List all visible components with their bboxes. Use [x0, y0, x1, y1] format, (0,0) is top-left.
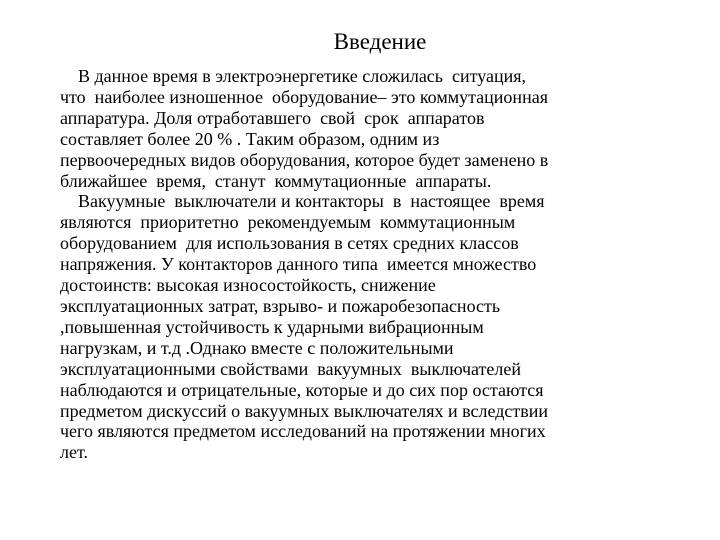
text-line: нагрузкам, и т.д .Однако вместе с положительными — [60, 337, 454, 358]
text-line: аппаратура. Доля отработавшего свой срок аппаратов — [60, 107, 485, 128]
text-line: эксплуатационных затрат, взрыво- и пожаробезопасность — [60, 295, 501, 316]
slide-title: Введение — [333, 29, 427, 54]
text-line: предметом дискуссий о вакуумных выключателях и вследствии — [60, 400, 549, 421]
text-line: ,повышенная устойчивость к ударными вибрационным — [60, 316, 484, 337]
text-line: ближайшее время, станут коммутационные аппараты. — [60, 170, 492, 191]
text-line: напряжения. У контакторов данного типа имеется множество — [60, 254, 537, 275]
text-line: Вакуумные выключатели и контакторы в настоящее время — [60, 191, 545, 212]
text-line: эксплуатационными свойствами вакуумных выключателей — [60, 358, 522, 379]
text-line: являются приоритетно рекомендуемым коммутационным — [60, 212, 516, 233]
paragraph-1 — [60, 66, 670, 191]
text-line: наблюдаются и отрицательные, которые и до сих пор остаются — [60, 379, 544, 400]
text-line: лет. — [60, 442, 88, 463]
text-line: составляет более 20 % . Таким образом, одним из — [60, 128, 440, 149]
text-line: чего являются предметом исследований на протяжении многих — [60, 421, 546, 442]
text-line: В данное время в электроэнергетике сложилась ситуация, — [60, 66, 527, 86]
text-line: что наиболее изношенное оборудование– это коммутационная — [60, 86, 548, 107]
slide-body — [60, 66, 670, 463]
text-line: первоочередных видов оборудования, которое будет заменено в — [60, 149, 549, 170]
text-line: достоинств: высокая износостойкость, снижение — [60, 275, 436, 296]
paragraph-2 — [60, 191, 670, 463]
text-line: оборудованием для использования в сетях средних классов — [60, 233, 519, 254]
